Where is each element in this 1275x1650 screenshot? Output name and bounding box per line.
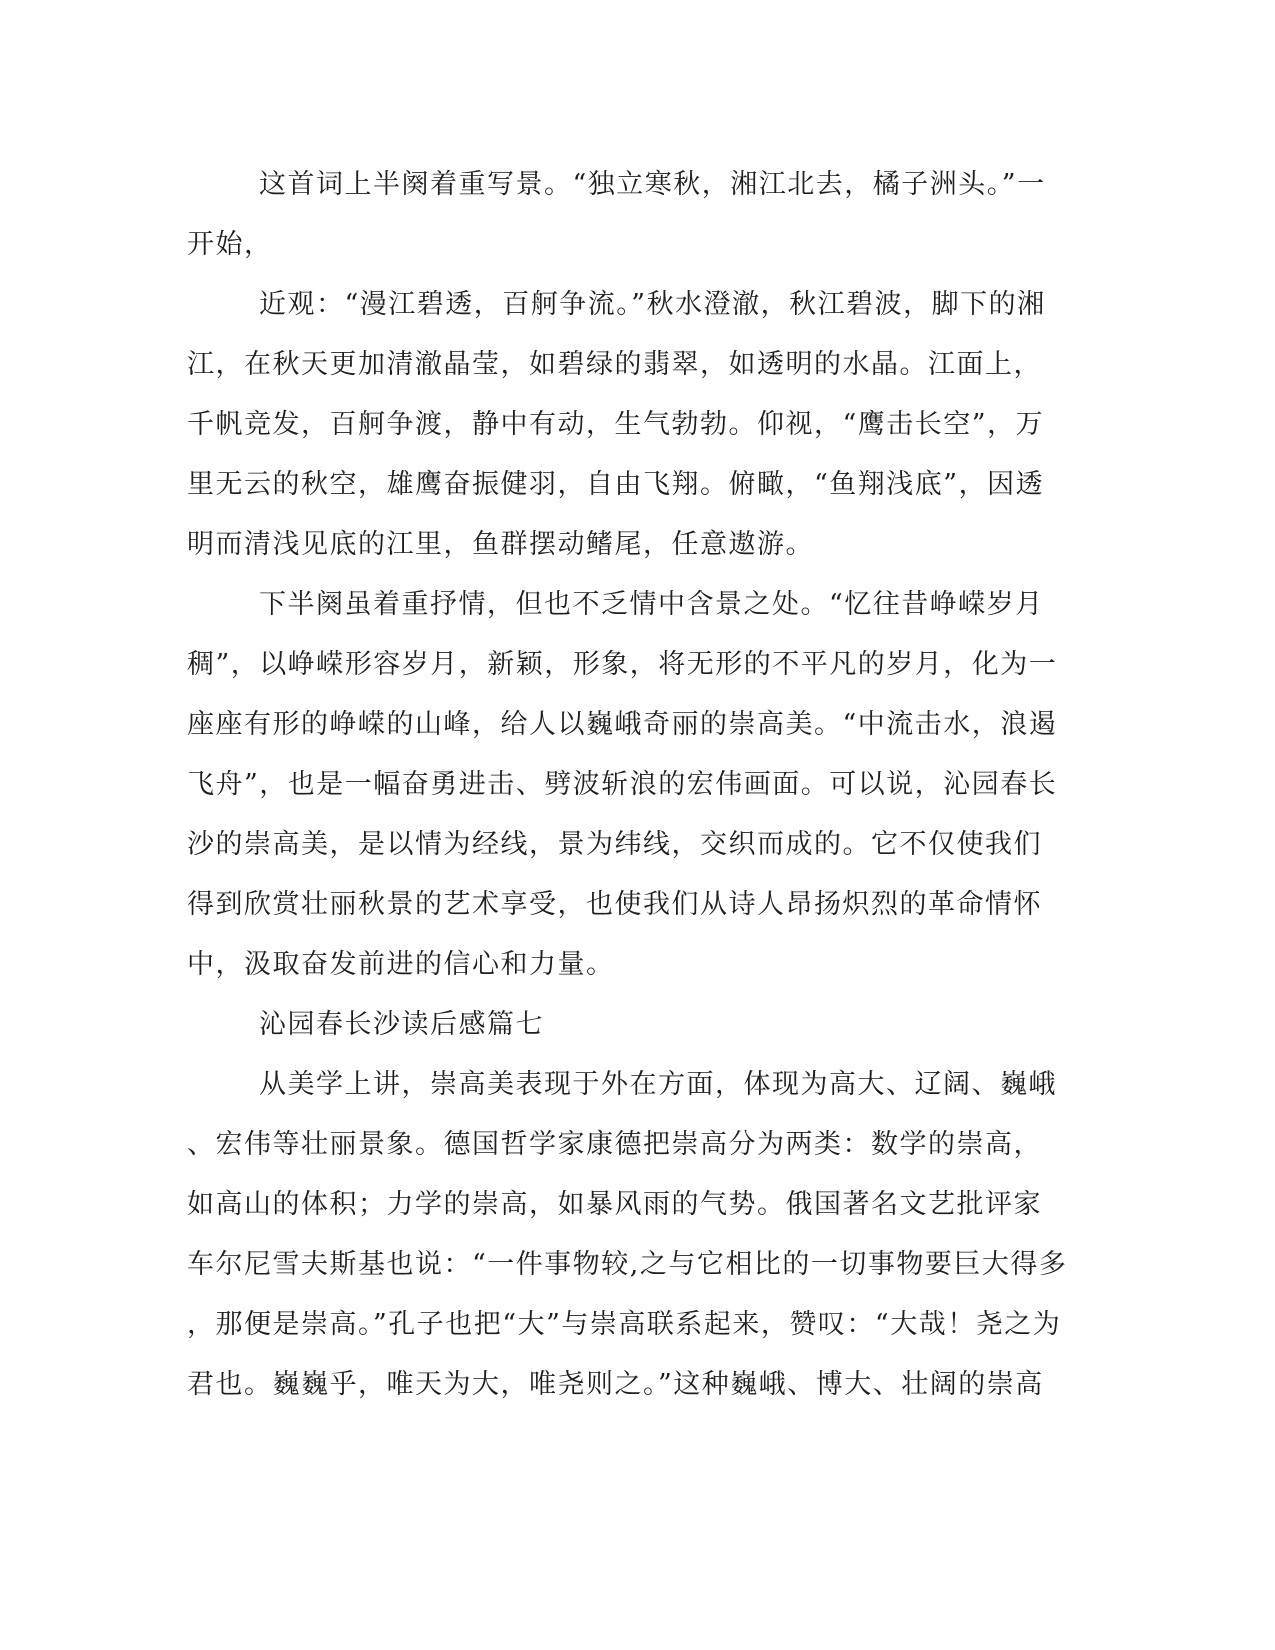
document-body — [187, 155, 1072, 1415]
text-line: 稠”，以峥嵘形容岁月，新颖，形象，将无形的不平凡的岁月，化为一 — [187, 649, 1058, 680]
text-line: ，那便是崇高。”孔子也把“大”与崇高联系起来，赞叹：“大哉！尧之为 — [187, 1309, 1062, 1340]
text-line: 里无云的秋空，雄鹰奋振健羽，自由飞翔。俯瞰，“鱼翔浅底”，因透 — [187, 469, 1045, 500]
section-heading: 沁园春长沙读后感篇七 — [259, 1009, 544, 1040]
text-line: 千帆竞发，百舸争渡，静中有动，生气勃勃。仰视，“鹰击长空”，万 — [187, 409, 1045, 440]
text-line: 沙的崇高美，是以情为经线，景为纬线，交织而成的。它不仅使我们 — [187, 829, 1042, 860]
text-line: 如高山的体积；力学的崇高，如暴风雨的气势。俄国著名文艺批评家 — [187, 1189, 1042, 1220]
text-line: 开始， — [187, 229, 273, 260]
text-line: 中，汲取奋发前进的信心和力量。 — [187, 949, 615, 980]
text-line: 得到欣赏壮丽秋景的艺术享受，也使我们从诗人昂扬炽烈的革命情怀 — [187, 889, 1042, 920]
text-line: 飞舟”，也是一幅奋勇进击、劈波斩浪的宏伟画面。可以说，沁园春长 — [187, 769, 1058, 800]
text-line: 下半阕虽着重抒情，但也不乏情中含景之处。“忆往昔峥嵘岁月 — [259, 589, 1044, 620]
text-line: 明而清浅见底的江里，鱼群摆动鳍尾，任意遨游。 — [187, 529, 814, 560]
text-line: 近观：“漫江碧透，百舸争流。”秋水澄澈，秋江碧波，脚下的湘 — [259, 289, 1046, 320]
text-line: 这首词上半阕着重写景。“独立寒秋，湘江北去，橘子洲头。”一 — [259, 169, 1046, 200]
text-line: 、宏伟等壮丽景象。德国哲学家康德把崇高分为两类：数学的崇高， — [187, 1129, 1042, 1160]
text-line: 车尔尼雪夫斯基也说：“一件事物较,之与它相比的一切事物要巨大得多 — [187, 1249, 1068, 1280]
text-line: 从美学上讲，崇高美表现于外在方面，体现为高大、辽阔、巍峨 — [259, 1069, 1057, 1100]
text-line: 君也。巍巍乎，唯天为大，唯尧则之。”这种巍峨、博大、壮阔的崇高 — [187, 1369, 1044, 1400]
text-line: 座座有形的峥嵘的山峰，给人以巍峨奇丽的崇高美。“中流击水，浪遏 — [187, 709, 1058, 740]
text-line: 江，在秋天更加清澈晶莹，如碧绿的翡翠，如透明的水晶。江面上， — [187, 349, 1042, 380]
